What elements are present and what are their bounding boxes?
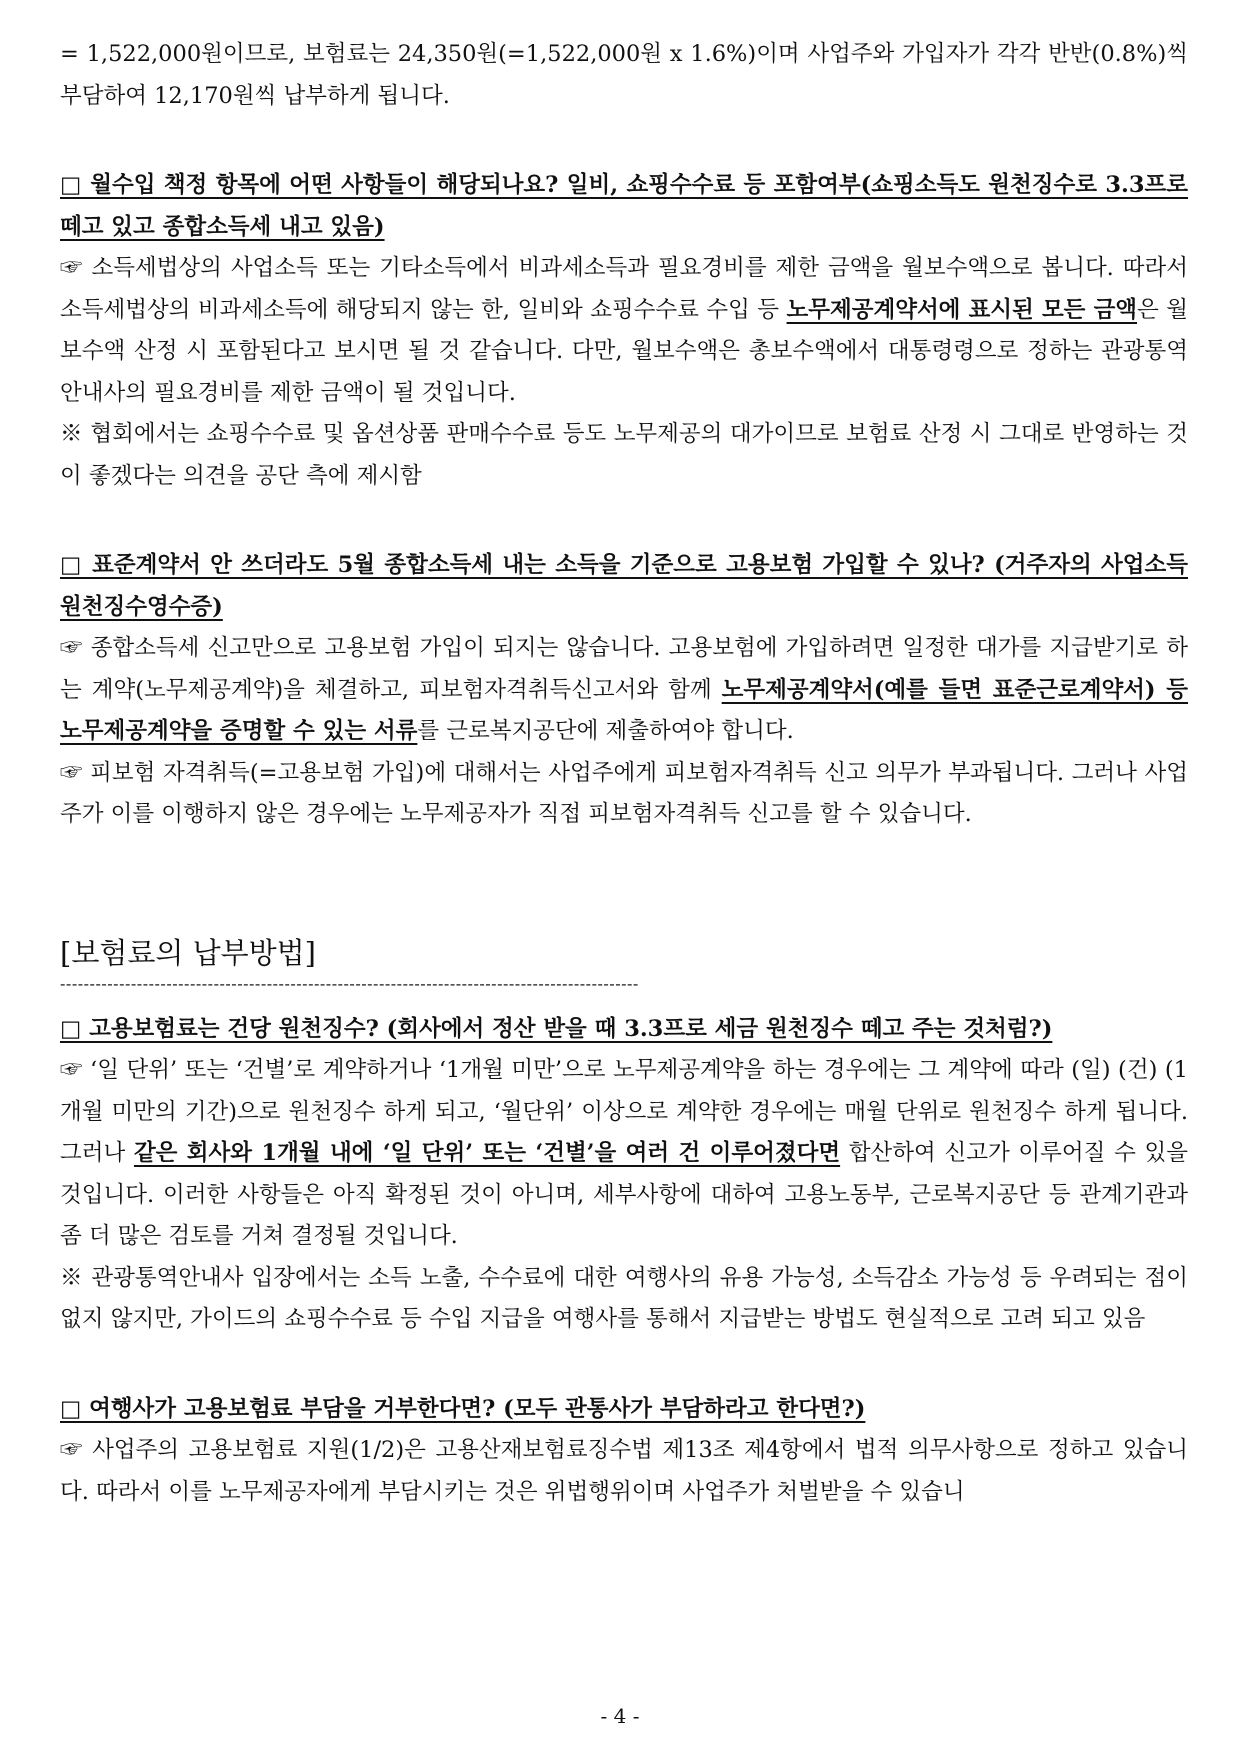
answer-paragraph: ☞ 종합소득세 신고만으로 고용보험 가입이 되지는 않습니다. 고용보험에 가입하려면 일정한 대가를 지급받기로 하는 계약(노무제공계약)을 체결하고, 피보험자격취득신고서와 함께 노무제공계약서(예를 들면 표준근로계약서) 등 노무제공계약을 증명할 수 있는 서류를 근로복지공단에 제출하여야 합니다. bbox=[60, 635, 1188, 744]
answer-paragraph: ☞ 피보험 자격취득(=고용보험 가입)에 대해서는 사업주에게 피보험자격취득 신고 의무가 부과됩니다. 그러나 사업주가 이를 이행하지 않은 경우에는 노무제공자가 직접 피보험자격취득 신고를 할 수 있습니다. bbox=[60, 759, 1188, 827]
qa-monthly-income bbox=[60, 165, 1188, 497]
note-paragraph: ※ 협회에서는 쇼핑수수료 및 옵션상품 판매수수료 등도 노무제공의 대가이므로 보험료 산정 시 그대로 반영하는 것이 좋겠다는 의견을 공단 측에 제시함 bbox=[60, 421, 1188, 489]
qa-standard-contract bbox=[60, 545, 1188, 836]
answer-paragraph: ☞ 소득세법상의 사업소득 또는 기타소득에서 비과세소득과 필요경비를 제한 금액을 월보수액으로 봅니다. 따라서 소득세법상의 비과세소득에 해당되지 않는 한, 일비와 쇼핑수수료 수입 등 노무제공계약서에 표시된 모든 금액은 월보수액 산정 시 포함된다고 보시면 될 것 같습니다. 다만, 월보수액은 총보수액에서 대통령령으로 정하는 관광통역안내사의 필요경비를 제한 금액이 될 것입니다. bbox=[60, 255, 1188, 406]
divider-rule: -------------------------------------------------------------------------------------------------- bbox=[60, 974, 639, 993]
emphasis-text: 노무제공계약서에 표시된 모든 금액 bbox=[786, 296, 1138, 323]
question-heading: □ 표준계약서 안 쓰더라도 5월 종합소득세 내는 소득을 기준으로 고용보험 가입할 수 있나? (거주자의 사업소득 원천징수영수증) bbox=[60, 552, 1188, 620]
answer-paragraph: ☞ 사업주의 고용보험료 지원(1/2)은 고용산재보험료징수법 제13조 제4항에서 법적 의무사항으로 정하고 있습니다. 따라서 이를 노무제공자에게 부담시키는 것은 위법행위이며 사업주가 처벌받을 수 있습니 bbox=[60, 1437, 1188, 1505]
answer-paragraph: ☞ ‘일 단위’ 또는 ‘건별’로 계약하거나 ‘1개월 미만’으로 노무제공계약을 하는 경우에는 그 계약에 따라 (일) (건) (1개월 미만의 기간)으로 원천징수 하게 되고, ‘월단위’ 이상으로 계약한 경우에는 매월 단위로 원천징수 하게 됩니다. 그러나 같은 회사와 1개월 내에 ‘일 단위’ 또는 ‘건별’을 여러 건 이루어졌다면 합산하여 신고가 이루어질 수 있을 것입니다. 이러한 사항들은 아직 확정된 것이 아니며, 세부사항에 대하여 고용노동부, 근로복지공단 등 관계기관과 좀 더 많은 검토를 거쳐 결정될 것입니다. bbox=[60, 1057, 1189, 1249]
question-heading: □ 여행사가 고용보험료 부담을 거부한다면? (모두 관통사가 부담하라고 한다면?) bbox=[60, 1395, 866, 1422]
section-heading: [보험료의 납부방법] bbox=[60, 935, 316, 970]
document-body bbox=[60, 34, 1188, 1513]
page-number: - 4 - bbox=[600, 1704, 640, 1728]
intro-paragraph: = 1,522,000원이므로, 보험료는 24,350원(=1,522,000원 x 1.6%)이며 사업주와 가입자가 각각 반반(0.8%)씩 부담하여 12,170원씩 납부하게 됩니다. bbox=[60, 41, 1188, 109]
emphasis-text: 같은 회사와 1개월 내에 ‘일 단위’ 또는 ‘건별’을 여러 건 이루어졌다면 bbox=[133, 1140, 841, 1166]
emphasis-text: 노무제공계약서(예를 들면 표준근로계약서) 등 노무제공계약을 증명할 수 있는 서류 bbox=[60, 676, 1188, 744]
qa-refusal bbox=[60, 1389, 1188, 1514]
qa-withholding bbox=[60, 1009, 1188, 1341]
question-heading: □ 월수입 책정 항목에 어떤 사항들이 해당되나요? 일비, 쇼핑수수료 등 포함여부(쇼핑소득도 원천징수로 3.3프로 떼고 있고 종합소득세 내고 있음) bbox=[60, 172, 1188, 240]
question-heading: □ 고용보험료는 건당 원천징수? (회사에서 정산 받을 때 3.3프로 세금 원천징수 떼고 주는 것처럼?) bbox=[60, 1015, 1053, 1042]
note-paragraph: ※ 관광통역안내사 입장에서는 소득 노출, 수수료에 대한 여행사의 유용 가능성, 소득감소 가능성 등 우려되는 점이 없지 않지만, 가이드의 쇼핑수수료 등 수입 지급을 여행사를 통해서 지급받는 방법도 현실적으로 고려 되고 있음 bbox=[60, 1264, 1188, 1332]
